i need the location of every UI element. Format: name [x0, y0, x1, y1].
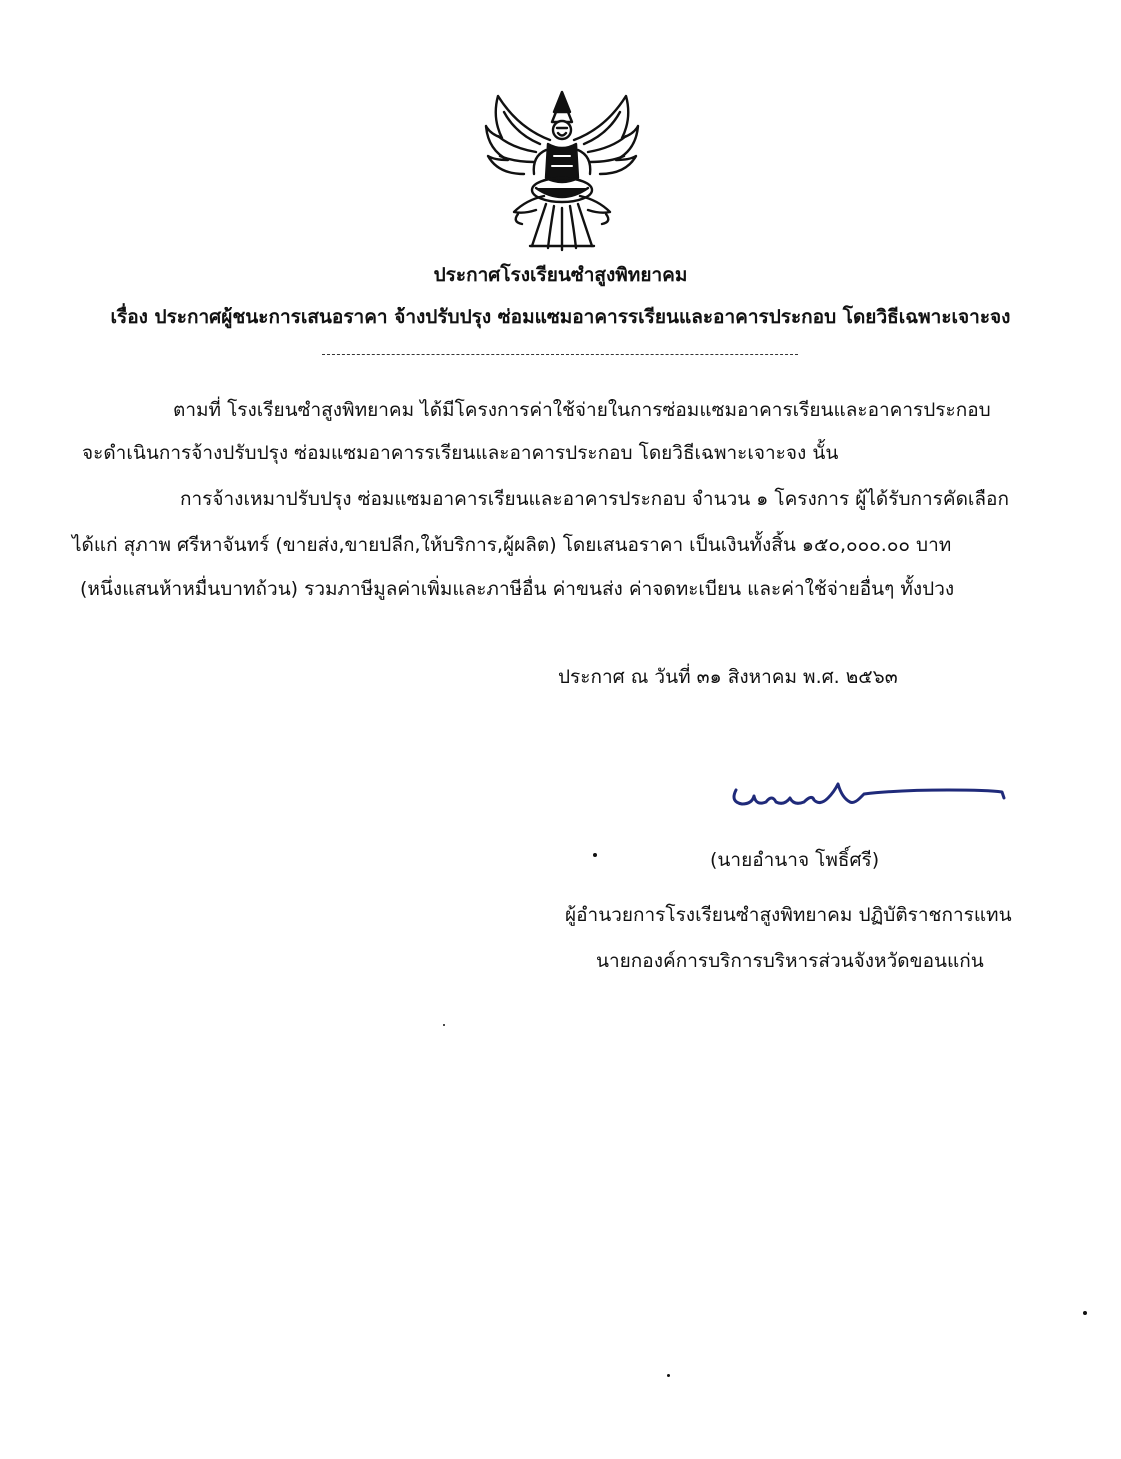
signatory-position-1: ผู้อำนวยการโรงเรียนซำสูงพิทยาคม ปฏิบัติราชการแทน	[565, 904, 1012, 926]
handwritten-signature	[728, 768, 1013, 816]
paragraph2-line2: ได้แก่ สุภาพ ศรีหาจันทร์ (ขายส่ง,ขายปลีก,ให้บริการ,ผู้ผลิต) โดยเสนอราคา เป็นเงินทั้งสิ้น ๑๕๐,๐๐๐.๐๐ บาท	[72, 534, 952, 556]
scan-speck	[1083, 1311, 1087, 1315]
divider	[322, 354, 798, 355]
announcement-date: ประกาศ ณ วันที่ ๓๑ สิงหาคม พ.ศ. ๒๕๖๓	[558, 666, 898, 688]
paragraph2-line1: การจ้างเหมาปรับปรุง ซ่อมแซมอาคารเรียนและอาคารประกอบ จำนวน ๑ โครงการ ผู้ได้รับการคัดเลือก	[180, 488, 1009, 510]
scan-speck	[443, 1024, 445, 1026]
document-title: ประกาศโรงเรียนซำสูงพิทยาคม	[433, 264, 688, 286]
paragraph2-line3: (หนึ่งแสนห้าหมื่นบาทถ้วน) รวมภาษีมูลค่าเพิ่มและภาษีอื่น ค่าขนส่ง ค่าจดทะเบียน และค่าใช้จ่ายอื่นๆ ทั้งปวง	[80, 578, 955, 600]
paragraph1-line1: ตามที่ โรงเรียนซำสูงพิทยาคม ได้มีโครงการค่าใช้จ่ายในการซ่อมแซมอาคารเรียนและอาคารประกอบ	[173, 399, 991, 421]
signatory-position-2: นายกองค์การบริการบริหารส่วนจังหวัดขอนแก่น	[596, 950, 984, 972]
signatory-name: (นายอำนาจ โพธิ์ศรี)	[710, 849, 880, 871]
document-subject: เรื่อง ประกาศผู้ชนะการเสนอราคา จ้างปรับปรุง ซ่อมแซมอาคารรเรียนและอาคารประกอบ โดยวิธีเฉพาะเจาะจง	[110, 306, 1011, 328]
garuda-emblem-icon	[478, 78, 646, 254]
stray-dot	[593, 853, 597, 857]
paragraph1-line2: จะดำเนินการจ้างปรับปรุง ซ่อมแซมอาคารรเรียนและอาคารประกอบ โดยวิธีเฉพาะเจาะจง นั้น	[82, 442, 839, 464]
scan-speck	[667, 1374, 670, 1377]
